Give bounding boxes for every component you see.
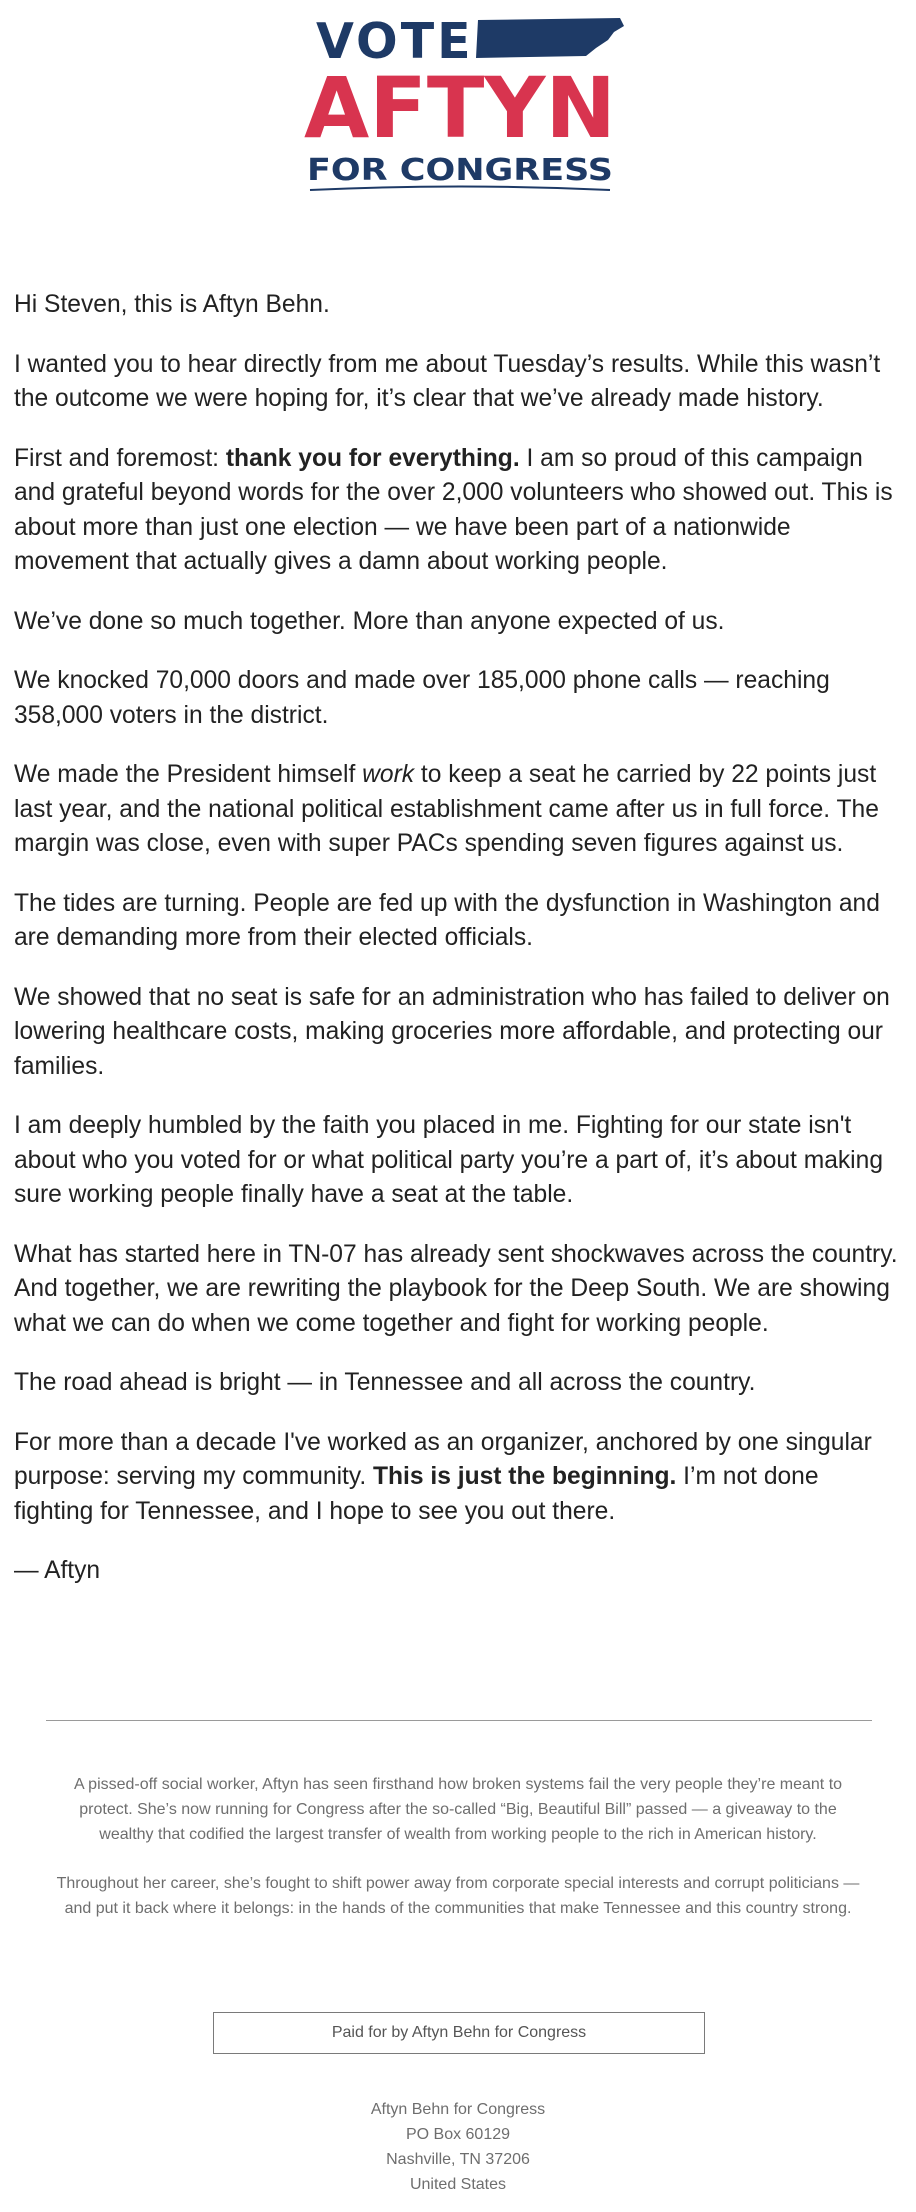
paragraph-results: I wanted you to hear directly from me about Tuesday’s results. While this wasn’t the outcome we were hoping for, it’s clear that we’ve already made history.	[14, 350, 881, 412]
paragraph-president	[14, 758, 904, 862]
letter-body	[14, 288, 904, 1614]
paragraph-beginning-rest: I’m not done fighting for Tennessee, and I hope to see you out there.	[14, 1463, 819, 1525]
paragraph-thanks-rest: I am so proud of this campaign and grateful beyond words for the over 2,000 volunteers who showed out. This is about more than just one election — we have been part of a nationwide movement that actually gives a damn about working people.	[14, 444, 893, 575]
beginning-emphasis: This is just the beginning.	[373, 1463, 677, 1490]
paragraph-humbled: I am deeply humbled by the faith you placed in me. Fighting for our state isn't about who you voted for or what political party you’re a part of, it’s about making sure working people finally have a seat at the table.	[14, 1112, 884, 1208]
work-emphasis: work	[362, 761, 415, 788]
paragraph-together: We’ve done so much together. More than anyone expected of us.	[14, 607, 725, 635]
logo-vote-text: VOTE	[316, 13, 474, 70]
footer-divider	[46, 1720, 872, 1721]
campaign-logo	[290, 10, 630, 195]
address-city: Nashville, TN 37206	[386, 2151, 530, 2168]
footer-bio-paragraph-1: A pissed-off social worker, Aftyn has seen firsthand how broken systems fail the very people they’re meant to protect. She’s now running for Congress after the so-called “Big, Beautiful Bill” passed — a giveaway to the wealthy that codified the largest transfer of wealth from working people to the rich in American history.	[73, 1776, 843, 1843]
paid-for-disclaimer: Paid for by Aftyn Behn for Congress	[213, 2012, 705, 2054]
greeting: Hi Steven, this is Aftyn Behn.	[14, 291, 330, 318]
paragraph-thanks-lead: First and foremost:	[14, 444, 226, 472]
footer-bio-paragraph-2: Throughout her career, she’s fought to shift power away from corporate special interests and corrupt politicians — and put it back where it belongs: in the hands of the communities that make Tennessee and this country strong.	[56, 1875, 860, 1917]
paragraph-no-seat-safe: We showed that no seat is safe for an administration who has failed to deliver on lowering healthcare costs, making groceries more affordable, and protecting our families.	[14, 983, 890, 1080]
logo-name-text: AFTYN	[304, 59, 616, 157]
paragraph-stats: We knocked 70,000 doors and made over 185,000 phone calls — reaching 358,000 voters in the district.	[14, 667, 830, 729]
paragraph-president-lead: We made the President himself	[14, 761, 363, 788]
logo-tagline-text: FOR CONGRESS	[307, 153, 613, 188]
paragraph-thanks	[14, 442, 904, 580]
paragraph-beginning-lead: For more than a decade I've worked as an organizer, anchored by one singular purpose: serving my community.	[14, 1428, 872, 1490]
thanks-emphasis: thank you for everything.	[225, 444, 520, 472]
paragraph-president-rest: to keep a seat he carried by 22 points just last year, and the national political establishment came after us in full force. The margin was close, even with super PACs spending seven figures against us.	[14, 761, 879, 857]
signoff: — Aftyn	[14, 1557, 101, 1584]
address-org: Aftyn Behn for Congress	[370, 2101, 546, 2118]
paragraph-beginning	[14, 1426, 904, 1530]
address-po-box: PO Box 60129	[405, 2126, 511, 2143]
paragraph-road-ahead: The road ahead is bright — in Tennessee and all across the country.	[14, 1369, 756, 1396]
mailing-address	[258, 2097, 658, 2197]
paragraph-tn07: What has started here in TN-07 has already sent shockwaves across the country. And together, we are rewriting the playbook for the Deep South. We are showing what we can do when we come together and fight for working people.	[14, 1240, 898, 1337]
address-country: United States	[409, 2176, 507, 2193]
tennessee-state-icon	[476, 18, 624, 58]
paragraph-tides: The tides are turning. People are fed up with the dysfunction in Washington and are demanding more from their elected officials.	[14, 889, 880, 951]
